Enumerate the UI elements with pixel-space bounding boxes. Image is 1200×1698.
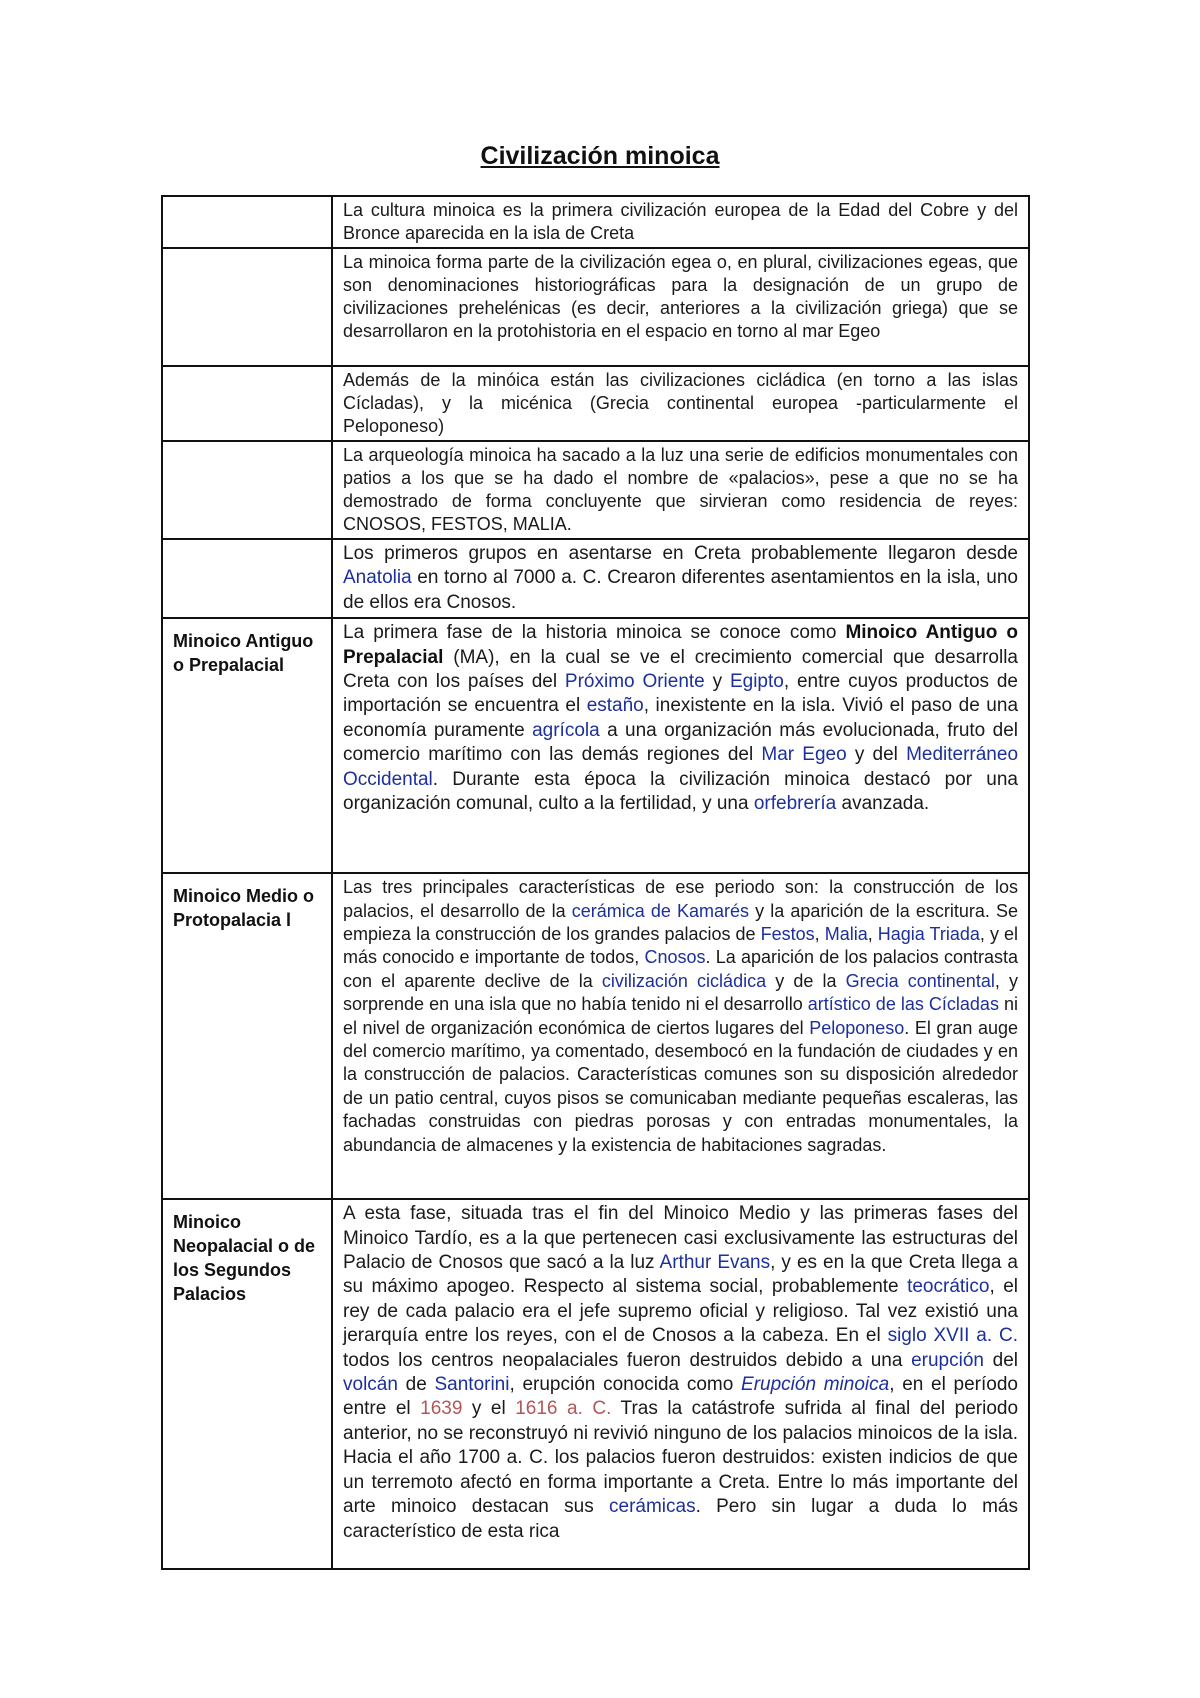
page-title: Civilización minoica xyxy=(480,142,720,170)
link-hagia-triada[interactable]: Hagia Triada xyxy=(877,924,980,945)
link-festos[interactable]: Festos xyxy=(760,924,815,945)
table-row xyxy=(162,441,1029,539)
link-teocratico[interactable]: teocrático xyxy=(907,1276,990,1298)
row-label xyxy=(162,441,332,539)
table-row xyxy=(162,618,1029,873)
row-text: A esta fase, situada tras el fin del Minoico Medio y las primeras fases del Minoico Tardío, es a la que pertenecen casi exclusivamente las estructuras del Palacio de Cnosos que sacó a la luz Arthur Evans, y es en la que Creta llega a su máximo apogeo. Respecto al sistema social, probablemente teocrático, el rey de cada palacio era el jefe supremo oficial y religioso. Tal vez existió una jerarquía entre los reyes, con el de Cnosos a la cabeza. En el siglo XVII a. C. todos los centros neopalaciales fueron destruidos debido a una erupción del volcán de Santorini, erupción conocida como Erupción minoica, en el período entre el 1639 y el 1616 a. C. Tras la catástrofe sufrida al final del periodo anterior, no se reconstruyó ni revivió ninguno de los palacios minoicos de la isla. Hacia el año 1700 a. C. los palacios fueron destruidos: existen indicios de que un terremoto afectó en forma importante a Creta. Entre lo más importante del arte minoico destacan sus cerámicas. Pero sin lugar a duda lo más característico de esta rica xyxy=(332,1199,1029,1569)
table-row xyxy=(162,196,1029,248)
link-artistico-cicladas[interactable]: artístico de las Cícladas xyxy=(807,994,999,1015)
table-row xyxy=(162,539,1029,618)
row-label: Minoico Antiguo o Prepalacial xyxy=(162,618,332,873)
link-ceramica-kamares[interactable]: cerámica de Kamarés xyxy=(571,900,750,921)
link-mar-egeo[interactable]: Mar Egeo xyxy=(761,744,847,766)
link-1616[interactable]: 1616 a. C. xyxy=(515,1398,612,1420)
table-row xyxy=(162,873,1029,1199)
link-arthur-evans[interactable]: Arthur Evans xyxy=(659,1252,771,1274)
link-erupcion[interactable]: erupción xyxy=(911,1349,984,1371)
content-table xyxy=(161,195,1030,1570)
link-volcan[interactable]: volcán xyxy=(343,1374,398,1396)
link-malia[interactable]: Malia xyxy=(824,924,868,945)
row-label xyxy=(162,196,332,248)
row-text: Los primeros grupos en asentarse en Creta probablemente llegaron desde Anatolia en torno al 7000 a. C. Crearon diferentes asentamientos en la isla, uno de ellos era Cnosos. xyxy=(332,539,1029,618)
link-erupcion-minoica[interactable]: Erupción minoica xyxy=(741,1374,890,1396)
link-agricola[interactable]: agrícola xyxy=(532,719,600,741)
table-row xyxy=(162,248,1029,366)
link-civilizacion-cicladica[interactable]: civilización cicládica xyxy=(601,970,767,991)
row-text: Las tres principales características de ese periodo son: la construcción de los palacios, el desarrollo de la cerámica de Kamarés y la aparición de la escritura. Se empieza la construcción de los grandes palacios de Festos, Malia, Hagia Triada, y el más conocido e importante de todos, Cnosos. La aparición de los palacios contrasta con el aparente declive de la civilización cicládica y de la Grecia continental, y sorprende en una isla que no había tenido ni el desarrollo artístico de las Cícladas ni el nivel de organización económica de ciertos lugares del Peloponeso. El gran auge del comercio marítimo, ya comentado, desembocó en la fundación de ciudades y en la construcción de palacios. Características comunes son su disposición alrededor de un patio central, cuyos pisos se comunicaban mediante pequeñas escaleras, las fachadas construidas con piedras porosas y con entradas monumentales, la abundancia de almacenes y la existencia de habitaciones sagradas. xyxy=(332,873,1029,1199)
row-label xyxy=(162,539,332,618)
row-label: Minoico Medio o Protopalacia l xyxy=(162,873,332,1199)
link-orfebreria[interactable]: orfebrería xyxy=(753,793,837,815)
link-egipto[interactable]: Egipto xyxy=(729,671,784,693)
link-cnosos[interactable]: Cnosos xyxy=(644,947,706,968)
table-row xyxy=(162,1199,1029,1569)
link-estano[interactable]: estaño xyxy=(586,695,644,717)
link-ceramicas[interactable]: cerámicas xyxy=(609,1496,696,1518)
link-grecia-continental[interactable]: Grecia continental xyxy=(845,970,995,991)
link-mediterraneo-occidental[interactable]: Mediterráneo Occidental xyxy=(343,744,1019,790)
link-proximo-oriente[interactable]: Próximo Oriente xyxy=(564,671,705,693)
link-santorini[interactable]: Santorini xyxy=(434,1374,510,1396)
row-text: La primera fase de la historia minoica se conoce como Minoico Antiguo o Prepalacial (MA), en la cual se ve el crecimiento comercial que desarrolla Creta con los países del Próximo Oriente y Egipto, entre cuyos productos de importación se encuentra el estaño, inexistente en la isla. Vivió el paso de una economía puramente agrícola a una organización más evolucionada, fruto del comercio marítimo con las demás regiones del Mar Egeo y del Mediterráneo Occidental. Durante esta época la civilización minoica destacó por una organización comunal, culto a la fertilidad, y una orfebrería avanzada. xyxy=(332,618,1029,873)
link-1639[interactable]: 1639 xyxy=(420,1398,463,1420)
link-peloponeso[interactable]: Peloponeso xyxy=(809,1017,905,1038)
row-label xyxy=(162,366,332,441)
link-anatolia[interactable]: Anatolia xyxy=(343,567,412,589)
table-row xyxy=(162,366,1029,441)
row-text: La cultura minoica es la primera civilización europea de la Edad del Cobre y del Bronce aparecida en la isla de Creta xyxy=(332,196,1029,248)
link-siglo-xvii[interactable]: siglo XVII a. C. xyxy=(887,1325,1018,1347)
row-label: Minoico Neopalacial o de los Segundos Palacios xyxy=(162,1199,332,1569)
row-text: Además de la minóica están las civilizaciones cicládica (en torno a las islas Cícladas), y la micénica (Grecia continental europea -particularmente el Peloponeso) xyxy=(332,366,1029,441)
row-label xyxy=(162,248,332,366)
row-text: La arqueología minoica ha sacado a la luz una serie de edificios monumentales con patios a los que se ha dado el nombre de «palacios», pese a que no se ha demostrado de forma concluyente que sirvieran como residencia de reyes: CNOSOS, FESTOS, MALIA. xyxy=(332,441,1029,539)
row-text: La minoica forma parte de la civilización egea o, en plural, civilizaciones egeas, que son denominaciones historiográficas para la designación de un grupo de civilizaciones prehelénicas (es decir, anteriores a la civilización griega) que se desarrollaron en la protohistoria en el espacio en torno al mar Egeo xyxy=(332,248,1029,366)
